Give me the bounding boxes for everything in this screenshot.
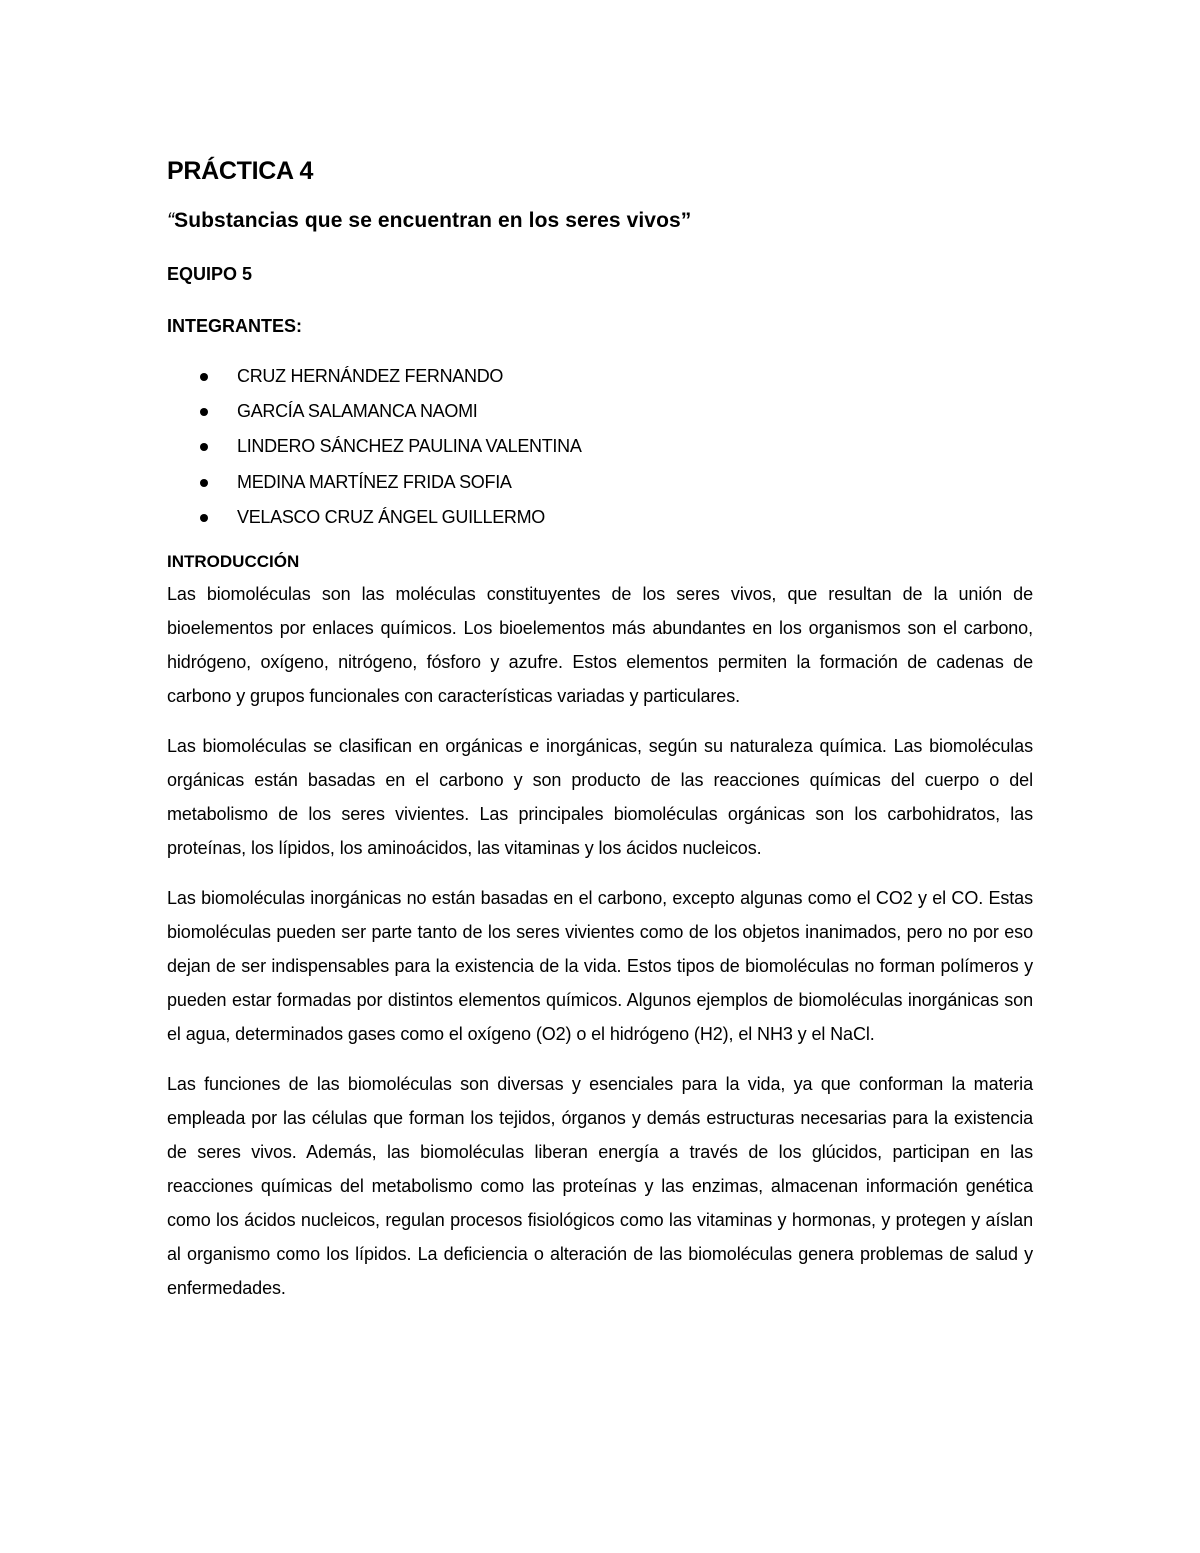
member-name: GARCÍA SALAMANCA NAOMI xyxy=(237,401,478,422)
list-item xyxy=(167,359,1033,394)
members-list xyxy=(167,359,1033,535)
bullet-icon xyxy=(200,408,208,416)
subtitle-open-quote: “ xyxy=(167,209,175,232)
team-label: EQUIPO 5 xyxy=(167,264,253,284)
member-name: MEDINA MARTÍNEZ FRIDA SOFIA xyxy=(237,471,512,492)
members-label: INTEGRANTES: xyxy=(167,316,302,336)
list-item xyxy=(167,500,1033,535)
intro-paragraph-3: Las biomoléculas inorgánicas no están basadas en el carbono, excepto algunas como el CO2 y el CO. Estas biomoléculas pueden ser parte tanto de los seres vivientes como de los objetos inanimados, pero no por eso dejan de ser indispensables para la existencia de la vida. Estos tipos de biomoléculas no forman polímeros y pueden estar formadas por distintos elementos químicos. Algunos ejemplos de biomoléculas inorgánicas son el agua, determinados gases como el oxígeno (O2) o el hidrógeno (H2), el NH3 y el NaCl. xyxy=(167,888,1033,1045)
intro-paragraph-1: Las biomoléculas son las moléculas constituyentes de los seres vivos, que resultan de la unión de bioelementos por enlaces químicos. Los bioelementos más abundantes en los organismos son el carbono, hidrógeno, oxígeno, nitrógeno, fósforo y azufre. Estos elementos permiten la formación de cadenas de carbono y grupos funcionales con características variadas y particulares. xyxy=(167,584,1033,707)
document-title: PRÁCTICA 4 xyxy=(167,157,314,185)
member-name: VELASCO CRUZ ÁNGEL GUILLERMO xyxy=(237,506,546,527)
intro-paragraph-4: Las funciones de las biomoléculas son diversas y esenciales para la vida, ya que conforman la materia empleada por las células que forman los tejidos, órganos y demás estructuras necesarias para la existencia de seres vivos. Además, las biomoléculas liberan energía a través de los glúcidos, participan en las reacciones químicas del metabolismo como las proteínas y las enzimas, almacenan información genética como los ácidos nucleicos, regulan procesos fisiológicos como las vitaminas y hormonas, y protegen y aíslan al organismo como los lípidos. La deficiencia o alteración de las biomoléculas genera problemas de salud y enfermedades. xyxy=(167,1074,1033,1299)
bullet-icon xyxy=(200,514,208,522)
subtitle-text: Substancias que se encuentran en los seres vivos” xyxy=(174,209,692,232)
intro-heading: INTRODUCCIÓN xyxy=(167,552,300,572)
intro-paragraph-2: Las biomoléculas se clasifican en orgánicas e inorgánicas, según su naturaleza química. Las biomoléculas orgánicas están basadas en el carbono y son producto de las reacciones químicas del cuerpo o del metabolismo de los seres vivientes. Las principales biomoléculas orgánicas son los carbohidratos, las proteínas, los lípidos, los aminoácidos, las vitaminas y los ácidos nucleicos. xyxy=(167,736,1033,859)
bullet-icon xyxy=(200,479,208,487)
member-name: LINDERO SÁNCHEZ PAULINA VALENTINA xyxy=(237,436,582,457)
bullet-icon xyxy=(200,373,208,381)
list-item xyxy=(167,394,1033,429)
list-item xyxy=(167,429,1033,464)
document-page xyxy=(167,150,1033,1305)
document-subtitle xyxy=(167,205,1033,237)
member-name: CRUZ HERNÁNDEZ FERNANDO xyxy=(237,366,504,386)
bullet-icon xyxy=(200,443,208,451)
list-item xyxy=(167,465,1033,500)
